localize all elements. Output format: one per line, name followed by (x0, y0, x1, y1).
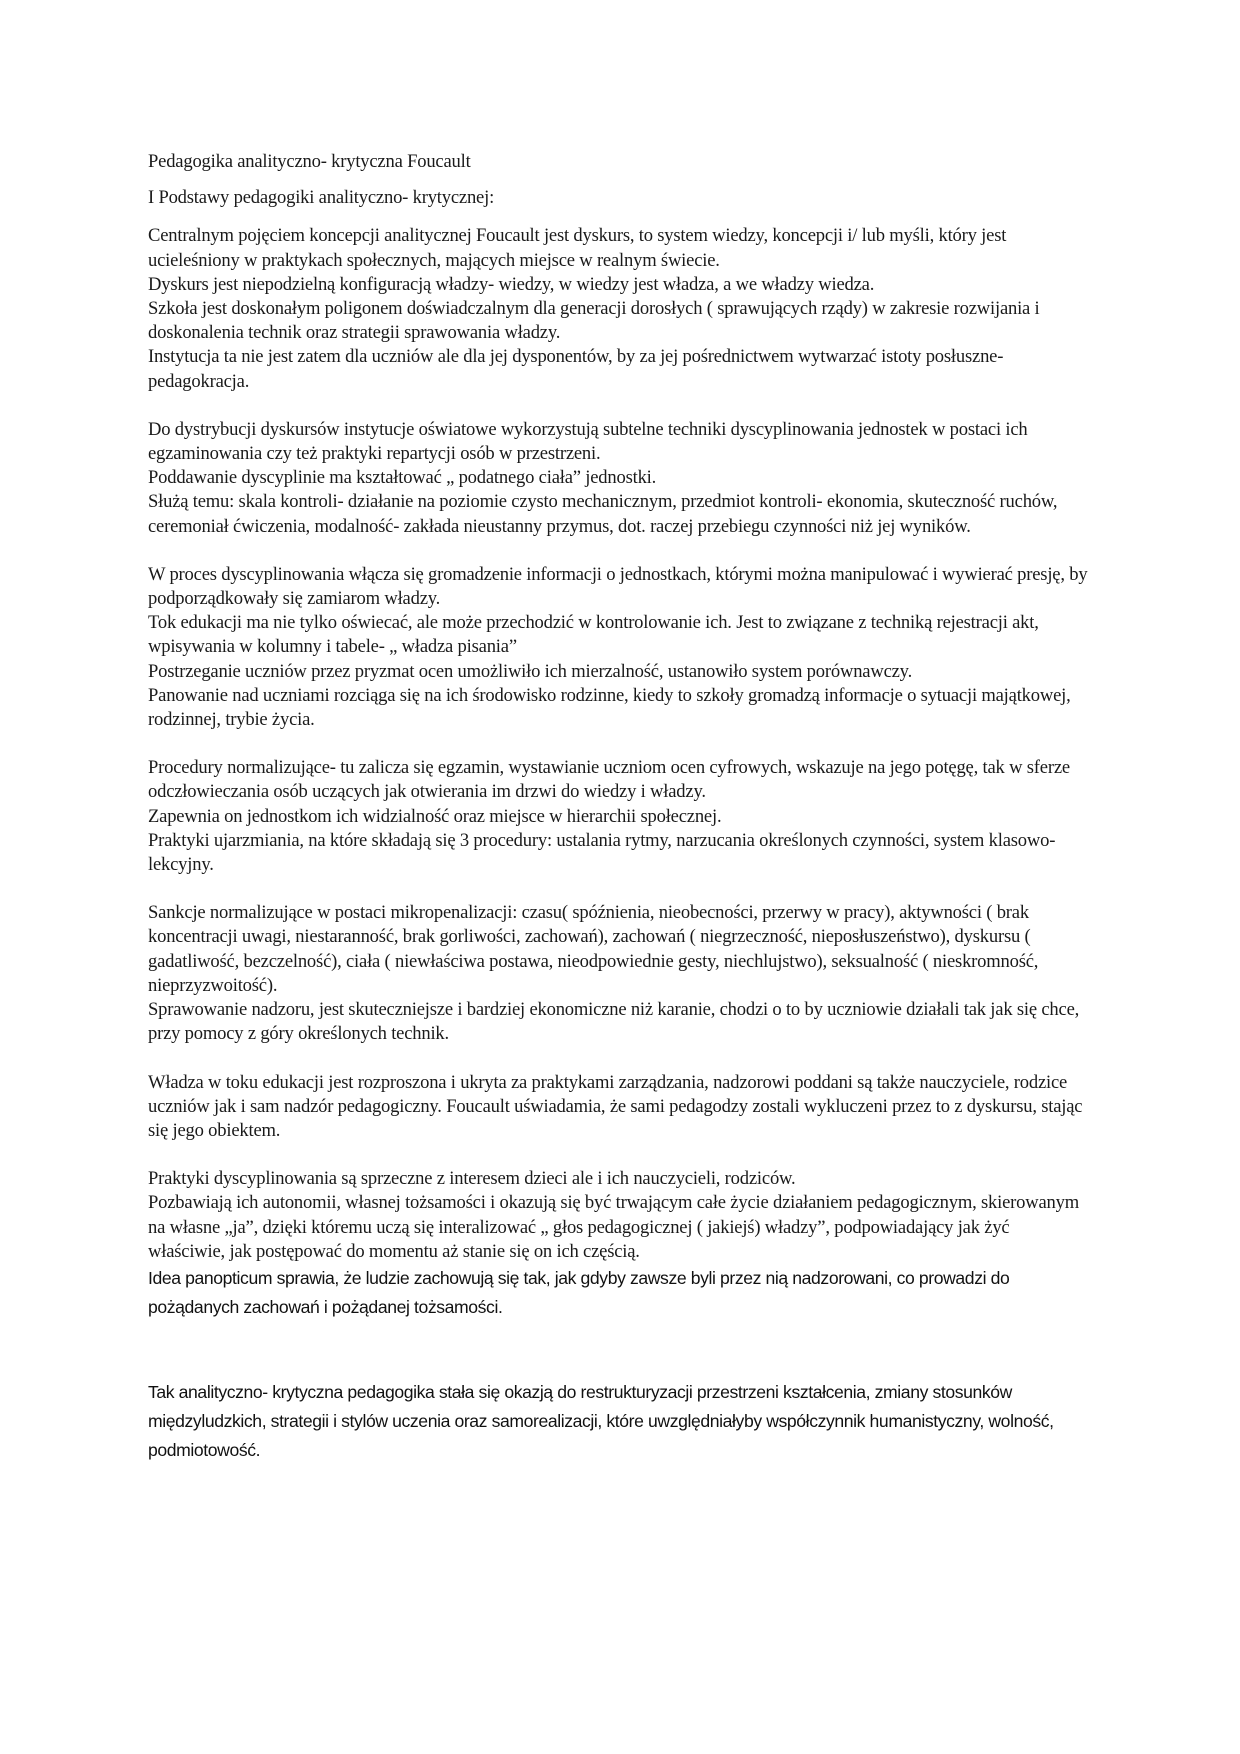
conclusion-paragraph: Tak analityczno- krytyczna pedagogika stała się okazją do restrukturyzacji przestrzeni kształcenia, zmiany stosunków międzyludzkich, strategii i stylów uczenia oraz samorealizacji, które uwzględniałyby współczynnik humanistyczny, wolność, podmiotowość. (148, 1381, 1054, 1460)
paragraph-line: Sprawowanie nadzoru, jest skuteczniejsze i bardziej ekonomiczne niż karanie, chodzi o to by uczniowie działali tak jak się chce, przy pomocy z góry określonych technik. (148, 999, 1080, 1045)
paragraph-block-7 (148, 1167, 1088, 1322)
paragraph-line: Dyskurs jest niepodzielną konfiguracją władzy- wiedzy, w wiedzy jest władza, a we władzy wiedza. (148, 273, 875, 295)
paragraph-line: Szkoła jest doskonałym poligonem doświadczalnym dla generacji dorosłych ( sprawujących rządy) w zakresie rozwijania i doskonalenia technik oraz strategii sprawowania władzy. (148, 298, 1040, 344)
paragraph-line: Instytucja ta nie jest zatem dla uczniów ale dla jej dysponentów, by za jej pośrednictwem wytwarzać istoty posłuszne- pedagokracja. (148, 346, 1004, 392)
paragraph-line: Służą temu: skala kontroli- działanie na poziomie czysto mechanicznym, przedmiot kontroli- ekonomia, skuteczność ruchów, ceremoniał ćwiczenia, modalność- zakłada nieustanny przymus, dot. raczej przebiegu czynności niż jej wyników. (148, 491, 1058, 537)
paragraph-line: Do dystrybucji dyskursów instytucje oświatowe wykorzystują subtelne techniki dyscyplinowania jednostek w postaci ich egzaminowania czy też praktyki repartycji osób w przestrzeni. (148, 418, 1028, 465)
paragraph-line: Poddawanie dyscyplinie ma kształtować „ podatnego ciała” jednostki. (148, 467, 657, 489)
paragraph-line: Postrzeganie uczniów przez pryzmat ocen umożliwiło ich mierzalność, ustanowiło system porównawczy. (148, 660, 913, 682)
paragraph-block-3 (148, 563, 1088, 732)
paragraph-line: Pozbawiają ich autonomii, własnej tożsamości i okazują się być trwającym całe życie działaniem pedagogicznym, skierowanym na własne „ja”, dzięki któremu uczą się interalizować „ głos pedagogicznej ( jakiejś) władzy”, podpowiadający jak żyć właściwie, jak postępować do momentu aż stanie się on ich częścią. (148, 1192, 1079, 1262)
paragraph-block-1 (148, 224, 1088, 393)
paragraph-line: Tok edukacji ma nie tylko oświecać, ale może przechodzić w kontrolowanie ich. Jest to związane z techniką rejestracji akt, wpisywania w kolumny i tabele- „ władza pisania” (148, 612, 1039, 658)
paragraph-line: Praktyki dyscyplinowania są sprzeczne z interesem dzieci ale i ich nauczycieli, rodziców. (148, 1168, 796, 1190)
paragraph-line: Władza w toku edukacji jest rozproszona i ukryta za praktykami zarządzania, nadzorowi poddani są także nauczyciele, rodzice uczniów jak i sam nadzór pedagogiczny. Foucault uświadamia, że sami pedagodzy zostali wykluczeni przez to z dyskursu, stając się jego obiektem. (148, 1071, 1083, 1141)
paragraph-block-2 (148, 418, 1088, 539)
paragraph-block-4 (148, 756, 1088, 877)
paragraph-line: Panowanie nad uczniami rozciąga się na ich środowisko rodzinne, kiedy to szkoły gromadzą informacje o sytuacji majątkowej, rodzinnej, trybie życia. (148, 684, 1071, 731)
paragraph-block-6 (148, 1071, 1088, 1144)
document-page (148, 150, 1088, 1465)
paragraph-line: Praktyki ujarzmiania, na które składają się 3 procedury: ustalania rytmy, narzucania określonych czynności, system klasowo-lekcyjny. (148, 829, 1056, 876)
paragraph-line: Centralnym pojęciem koncepcji analitycznej Foucault jest dyskurs, to system wiedzy, koncepcji i/ lub myśli, który jest ucieleśniony w praktykach społecznych, mających miejsce w realnym świecie. (148, 225, 1007, 271)
paragraph-line: Sankcje normalizujące w postaci mikropenalizacji: czasu( spóźnienia, nieobecności, przerwy w pracy), aktywności ( brak koncentracji uwagi, niestaranność, brak gorliwości, zachowań), zachowań ( niegrzeczność, nieposłuszeństwo), dyskursu ( gadatliwość, bezczelność), ciała ( niewłaściwa postawa, nieodpowiednie gesty, niechlujstwo), seksualność ( nieskromność, nieprzyzwoitość). (148, 902, 1039, 996)
paragraph-block-5 (148, 901, 1088, 1046)
paragraph-line: Zapewnia on jednostkom ich widzialność oraz miejsce w hierarchii społecznej. (148, 805, 722, 827)
paragraph-line: W proces dyscyplinowania włącza się gromadzenie informacji o jednostkach, którymi można manipulować i wywierać presję, by podporządkowały się zamiarom władzy. (148, 563, 1088, 610)
document-title: Pedagogika analityczno- krytyczna Foucault (148, 151, 471, 172)
paragraph-line: Procedury normalizujące- tu zalicza się egzamin, wystawianie uczniom ocen cyfrowych, wskazuje na jego potęgę, tak w sferze odczłowieczania osób uczących jak otwierania im drzwi do wiedzy i władzy. (148, 757, 1070, 803)
panopticum-paragraph: Idea panopticum sprawia, że ludzie zachowują się tak, jak gdyby zawsze byli przez nią nadzorowani, co prowadzi do pożądanych zachowań i pożądanej tożsamości. (148, 1267, 1010, 1317)
section-heading: I Podstawy pedagogiki analityczno- krytycznej: (148, 187, 495, 209)
